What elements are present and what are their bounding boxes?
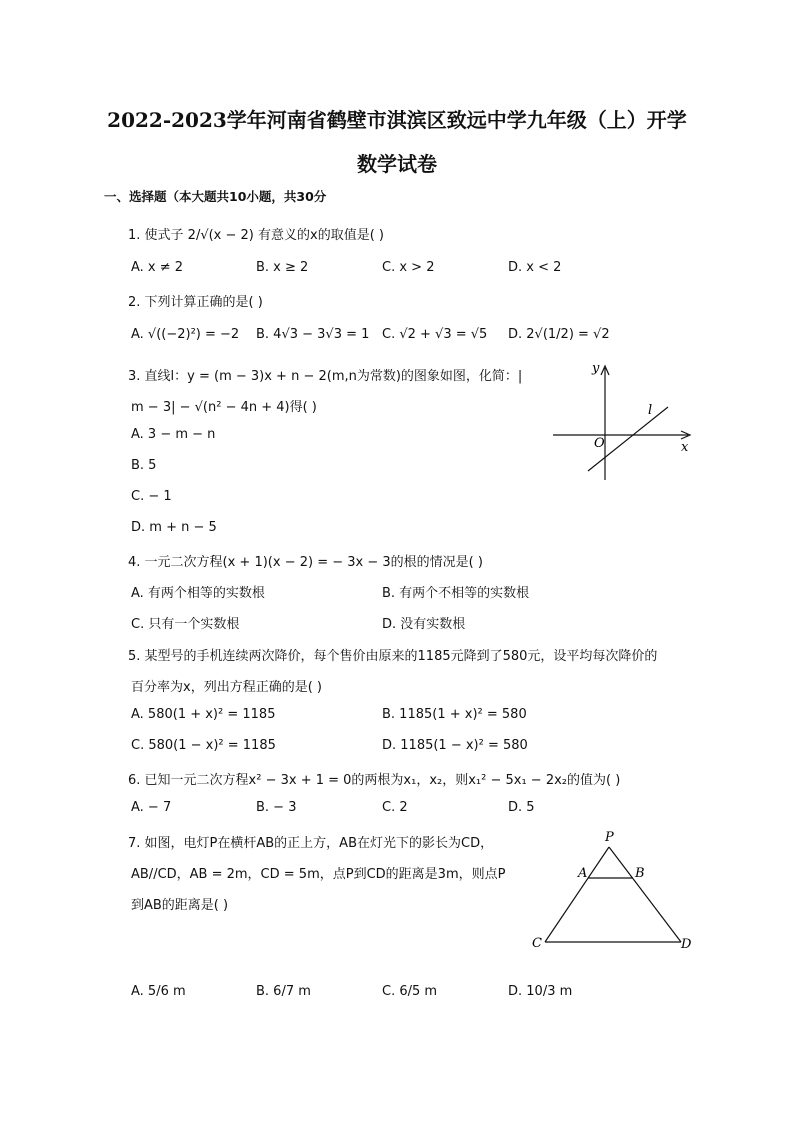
q4-option-a: A. 有两个相等的实数根 [131, 586, 265, 601]
q3-option-a: A. 3 − m − n [131, 427, 216, 442]
exam-title-line1: 2022-2023学年河南省鹤壁市淇滨区致远中学九年级（上）开学 [107, 108, 687, 132]
segment-pc [545, 847, 609, 942]
point-a-label: A [578, 866, 588, 881]
q6-option-b: B. − 3 [256, 800, 297, 815]
q5-option-d: D. 1185(1 − x)² = 580 [382, 738, 528, 753]
question-5-stem-line1: 5. 某型号的手机连续两次降价，每个售价由原来的1185元降到了580元，设平均每次降价的 [128, 649, 658, 664]
q7-option-c: C. 6/5 m [382, 984, 438, 999]
q4-option-b: B. 有两个不相等的实数根 [382, 586, 530, 601]
q5-option-a: A. 580(1 + x)² = 1185 [131, 707, 276, 722]
q1-option-b: B. x ≥ 2 [256, 260, 309, 275]
point-b-label: B [635, 866, 645, 881]
point-c-label: C [532, 936, 542, 951]
q7-lamp-shadow-figure [525, 825, 700, 955]
question-4-stem: 4. 一元二次方程(x + 1)(x − 2) = − 3x − 3的根的情况是( ) [128, 555, 483, 570]
question-7-stem-line3: 到AB的距离是( ) [131, 898, 229, 913]
q5-option-c: C. 580(1 − x)² = 1185 [131, 738, 276, 753]
point-p-label: P [605, 830, 614, 845]
q7-option-b: B. 6/7 m [256, 984, 311, 999]
q4-option-d: D. 没有实数根 [382, 617, 466, 632]
line-l-label: l [648, 403, 653, 418]
q6-option-c: C. 2 [382, 800, 408, 815]
question-5-stem-line2: 百分率为x，列出方程正确的是( ) [131, 680, 322, 695]
q2-option-d: D. 2√(1/2) = √2 [508, 327, 610, 342]
q1-option-a: A. x ≠ 2 [131, 260, 184, 275]
q4-option-c: C. 只有一个实数根 [131, 617, 240, 632]
q6-option-a: A. − 7 [131, 800, 172, 815]
question-6-stem: 6. 已知一元二次方程x² − 3x + 1 = 0的两根为x₁，x₂，则x₁² − 5x₁ − 2x₂的值为( ) [128, 773, 621, 788]
segment-pd [609, 847, 681, 942]
question-1-stem: 1. 使式子 2/√(x − 2) 有意义的x的取值是( ) [128, 228, 384, 243]
q7-option-a: A. 5/6 m [131, 984, 186, 999]
q3-option-d: D. m + n − 5 [131, 520, 217, 535]
q3-option-c: C. − 1 [131, 489, 172, 504]
question-3-stem-line2: m − 3| − √(n² − 4n + 4)得( ) [131, 400, 317, 415]
q1-option-c: C. x > 2 [382, 260, 435, 275]
q7-option-d: D. 10/3 m [508, 984, 573, 999]
question-2-stem: 2. 下列计算正确的是( ) [128, 295, 263, 310]
question-7-stem-line1: 7. 如图，电灯P在横杆AB的正上方，AB在灯光下的影长为CD， [128, 836, 494, 851]
q2-option-c: C. √2 + √3 = √5 [382, 327, 488, 342]
x-axis-label: x [681, 440, 689, 455]
section-header: 一、选择题（本大题共10小题，共30分 [104, 189, 327, 204]
q3-line-graph-figure [550, 360, 700, 485]
q6-option-d: D. 5 [508, 800, 535, 815]
question-3-stem-line1: 3. 直线l：y = (m − 3)x + n − 2(m,n为常数)的图象如图，化简：| [128, 369, 523, 384]
q2-option-a: A. √((−2)²) = −2 [131, 327, 240, 342]
q1-option-d: D. x < 2 [508, 260, 562, 275]
point-d-label: D [681, 937, 692, 952]
q3-option-b: B. 5 [131, 458, 157, 473]
y-axis-label: y [592, 361, 600, 376]
origin-label: O [594, 436, 605, 451]
question-7-stem-line2: AB//CD，AB = 2m，CD = 5m，点P到CD的距离是3m，则点P [131, 867, 506, 882]
exam-title-line2: 数学试卷 [357, 152, 437, 176]
q2-option-b: B. 4√3 − 3√3 = 1 [256, 327, 370, 342]
q5-option-b: B. 1185(1 + x)² = 580 [382, 707, 527, 722]
